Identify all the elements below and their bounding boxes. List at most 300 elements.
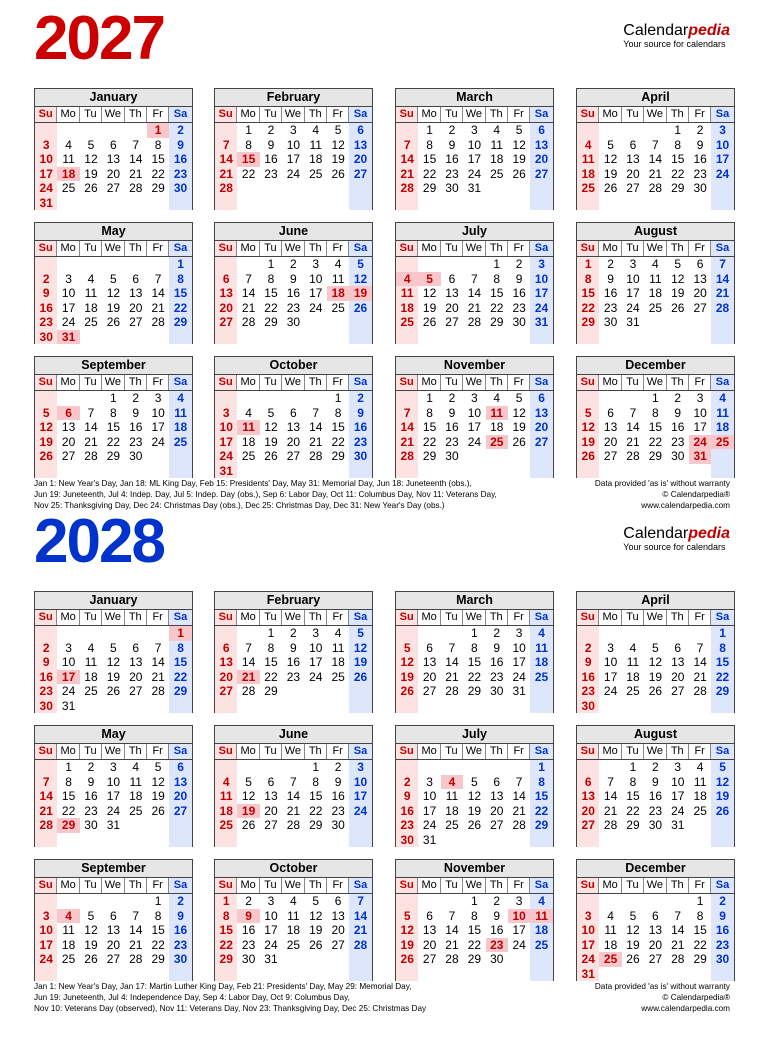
day-cell (102, 464, 124, 479)
week-row (35, 167, 192, 182)
weekday-sa: Sa (169, 878, 191, 893)
day-cell: 26 (648, 684, 663, 698)
day-cell: 19 (396, 938, 418, 953)
day-cell (396, 760, 418, 775)
day-cell: 5 (87, 908, 95, 923)
week-row (396, 123, 553, 138)
week-row (577, 464, 734, 479)
day-cell: 3 (154, 391, 162, 405)
weekday-fr: Fr (508, 744, 530, 759)
day-cell (644, 967, 666, 982)
week-row (35, 123, 192, 138)
day-cell: 24 (530, 301, 552, 316)
week-row (577, 894, 734, 909)
day-cell: 3 (426, 774, 433, 789)
day-cell (508, 330, 530, 345)
day-cell (396, 894, 418, 909)
weekday-sa: Sa (169, 107, 191, 122)
week-row (35, 641, 192, 656)
day-cell: 11 (396, 286, 418, 301)
day-cell (644, 196, 666, 211)
week-row (215, 406, 372, 421)
day-cell (667, 626, 689, 641)
day-cell: 26 (84, 181, 98, 195)
day-cell: 23 (286, 669, 301, 684)
day-cell: 11 (577, 152, 599, 167)
day-cell (282, 952, 304, 967)
day-cell: 14 (603, 789, 618, 803)
day-cell: 26 (577, 449, 599, 464)
day-cell (327, 330, 349, 345)
day-cell: 11 (490, 137, 503, 152)
day-cell: 11 (287, 908, 300, 923)
day-cell: 25 (490, 166, 504, 181)
day-cell (622, 833, 644, 848)
day-cell: 3 (312, 626, 320, 640)
day-cell: 16 (671, 420, 685, 434)
month-january (34, 88, 193, 210)
weekday-su: Su (396, 375, 418, 390)
day-cell: 19 (603, 166, 618, 181)
day-cell: 12 (422, 286, 437, 300)
day-cell (689, 818, 711, 833)
day-cell: 20 (61, 434, 76, 449)
day-cell: 17 (35, 938, 57, 953)
week-row (35, 301, 192, 316)
day-cell (508, 196, 530, 211)
day-cell: 19 (151, 789, 165, 803)
day-cell: 8 (169, 272, 191, 287)
weekday-we: We (102, 107, 124, 122)
website-link[interactable]: www.calendarpedia.com (641, 501, 730, 510)
month-days (577, 123, 734, 210)
day-cell: 5 (515, 123, 523, 137)
month-days (215, 123, 372, 210)
day-cell: 12 (106, 286, 121, 300)
day-cell: 12 (626, 923, 640, 937)
weekday-fr: Fr (327, 744, 349, 759)
day-cell (463, 257, 485, 272)
day-cell: 31 (422, 832, 437, 847)
day-cell: 4 (169, 391, 191, 406)
weekday-fr: Fr (147, 744, 169, 759)
day-cell: 24 (215, 449, 237, 464)
weekday-th: Th (667, 878, 689, 893)
day-cell: 19 (396, 670, 418, 685)
day-cell: 18 (129, 789, 143, 803)
day-cell (644, 699, 666, 714)
month-days (577, 391, 734, 478)
day-cell: 7 (711, 257, 733, 272)
day-cell: 18 (693, 789, 707, 803)
day-cell: 14 (445, 655, 459, 669)
day-cell: 16 (264, 152, 278, 166)
day-cell: 20 (648, 937, 663, 952)
holiday-note-line: Nov 10: Veterans Day (observed), Nov 11: Veterans Day, Nov 23: Thanksgiving Day, Dec 25: Christmas Day (34, 1004, 427, 1013)
day-cell: 20 (603, 434, 618, 449)
day-cell: 19 (577, 435, 599, 450)
day-cell: 1 (267, 257, 275, 271)
weekday-header (396, 107, 553, 123)
day-cell (260, 181, 282, 196)
day-cell: 19 (309, 923, 323, 937)
month-name: March (396, 89, 553, 107)
week-row (577, 391, 734, 406)
day-cell (418, 464, 440, 479)
day-cell: 9 (35, 286, 57, 301)
weekday-tu: Tu (80, 744, 102, 759)
month-days (577, 257, 734, 344)
month-days (396, 760, 553, 847)
week-row (396, 626, 553, 641)
day-cell: 2 (87, 760, 95, 774)
day-cell: 5 (471, 774, 478, 789)
day-cell (327, 833, 349, 848)
weekday-fr: Fr (689, 107, 711, 122)
weekday-we: We (463, 878, 485, 893)
day-cell: 19 (84, 166, 98, 181)
day-cell: 8 (652, 405, 659, 420)
day-cell: 14 (349, 909, 371, 924)
day-cell: 9 (237, 909, 259, 924)
day-cell: 24 (422, 818, 437, 832)
day-cell (463, 464, 485, 479)
day-cell: 22 (530, 804, 552, 819)
day-cell (441, 626, 463, 641)
weekday-su: Su (577, 241, 599, 256)
day-cell: 20 (286, 434, 301, 449)
day-cell: 13 (445, 286, 459, 300)
weekday-fr: Fr (508, 107, 530, 122)
weekday-su: Su (215, 744, 237, 759)
day-cell: 7 (154, 271, 162, 286)
day-cell (463, 760, 485, 775)
day-cell: 17 (530, 286, 552, 301)
weekday-tu: Tu (622, 744, 644, 759)
day-cell: 2 (493, 894, 501, 908)
week-row (396, 833, 553, 848)
day-cell (486, 181, 508, 196)
day-cell: 14 (626, 420, 640, 434)
day-cell: 31 (215, 464, 237, 479)
day-cell: 15 (264, 286, 278, 300)
week-row (396, 330, 553, 345)
weekday-fr: Fr (689, 241, 711, 256)
day-cell (282, 760, 304, 775)
day-cell: 23 (129, 434, 143, 449)
day-cell: 6 (530, 391, 552, 406)
day-cell: 26 (264, 449, 278, 463)
week-row (215, 967, 372, 982)
day-cell: 4 (396, 272, 418, 287)
month-days (35, 894, 192, 981)
day-cell (102, 833, 124, 848)
day-cell (508, 181, 530, 196)
week-row (396, 286, 553, 301)
day-cell: 18 (396, 301, 418, 316)
day-cell: 8 (493, 271, 501, 286)
week-row (215, 804, 372, 819)
day-cell: 10 (215, 420, 237, 435)
month-september (34, 859, 193, 981)
weekday-sa: Sa (530, 878, 552, 893)
day-cell: 11 (309, 137, 322, 152)
month-november (395, 859, 554, 981)
week-row (396, 464, 553, 479)
day-cell (577, 760, 599, 775)
day-cell: 25 (215, 818, 237, 833)
day-cell: 23 (241, 937, 256, 952)
day-cell: 29 (309, 818, 323, 832)
week-row (215, 655, 372, 670)
weekday-tu: Tu (80, 878, 102, 893)
day-cell (508, 760, 530, 775)
day-cell: 16 (445, 420, 459, 434)
disclaimer (595, 981, 730, 1014)
day-cell: 5 (674, 257, 682, 271)
weekday-mo: Mo (599, 241, 621, 256)
day-cell (260, 464, 282, 479)
week-row (577, 655, 734, 670)
week-row (35, 967, 192, 982)
day-cell (349, 181, 371, 196)
day-cell (147, 818, 169, 833)
day-cell: 26 (467, 818, 482, 832)
month-days (35, 760, 192, 847)
brand-logo[interactable] (623, 525, 730, 553)
week-row (577, 833, 734, 848)
day-cell: 27 (169, 804, 191, 819)
day-cell: 15 (422, 420, 437, 434)
day-cell: 21 (129, 166, 143, 181)
day-cell (396, 123, 418, 138)
day-cell (147, 464, 169, 479)
weekday-th: Th (486, 375, 508, 390)
week-row (215, 760, 372, 775)
day-cell: 11 (530, 641, 552, 656)
day-cell: 27 (129, 684, 143, 698)
day-cell: 22 (215, 938, 237, 953)
weekday-header (35, 241, 192, 257)
weekday-su: Su (215, 878, 237, 893)
weekday-fr: Fr (689, 375, 711, 390)
day-cell (644, 894, 666, 909)
day-cell (80, 196, 102, 211)
day-cell: 14 (512, 789, 526, 803)
day-cell: 7 (154, 640, 162, 655)
day-cell: 21 (671, 937, 685, 952)
weekday-fr: Fr (508, 375, 530, 390)
month-days (35, 257, 192, 344)
day-cell: 7 (629, 405, 637, 420)
day-cell: 14 (286, 789, 301, 803)
day-cell: 7 (290, 774, 297, 789)
week-row (35, 938, 192, 953)
day-cell: 2 (35, 272, 57, 287)
day-cell (237, 330, 259, 345)
day-cell: 8 (267, 271, 275, 286)
week-row (577, 406, 734, 421)
weekday-mo: Mo (237, 107, 259, 122)
day-cell: 29 (106, 449, 121, 463)
day-cell: 12 (151, 774, 165, 789)
day-cell: 3 (35, 138, 57, 153)
year-title: 2027 (34, 4, 164, 73)
day-cell: 14 (693, 655, 707, 669)
day-cell: 23 (331, 803, 345, 818)
day-cell (396, 257, 418, 272)
month-name: June (215, 726, 372, 744)
day-cell (260, 330, 282, 345)
day-cell: 27 (693, 300, 707, 315)
day-cell: 8 (471, 640, 478, 655)
weekday-sa: Sa (530, 375, 552, 390)
day-cell (147, 626, 169, 641)
day-cell: 15 (626, 789, 640, 803)
day-cell (215, 760, 237, 775)
weekday-fr: Fr (327, 610, 349, 625)
weekday-sa: Sa (711, 375, 733, 390)
weekday-su: Su (35, 744, 57, 759)
day-cell: 19 (648, 669, 663, 684)
day-cell: 11 (530, 909, 552, 924)
day-cell: 10 (693, 405, 707, 420)
day-cell (125, 464, 147, 479)
day-cell (689, 315, 711, 330)
day-cell: 14 (671, 923, 685, 937)
disclaimer-line: Data provided 'as is' without warranty (594, 479, 730, 488)
day-cell: 13 (422, 655, 437, 669)
day-cell: 4 (577, 138, 599, 153)
day-cell: 26 (309, 937, 323, 952)
day-cell: 25 (599, 952, 621, 967)
day-cell: 29 (422, 449, 437, 463)
day-cell (102, 330, 124, 345)
day-cell: 17 (215, 435, 237, 450)
day-cell (80, 626, 102, 641)
weekday-su: Su (396, 878, 418, 893)
month-name: October (215, 357, 372, 375)
day-cell: 13 (648, 923, 663, 937)
day-cell: 18 (286, 923, 301, 937)
week-row (396, 641, 553, 656)
day-cell (125, 123, 147, 138)
website-link[interactable]: www.calendarpedia.com (641, 1004, 730, 1013)
day-cell (711, 833, 733, 848)
day-cell: 2 (267, 123, 275, 137)
day-cell (530, 196, 552, 211)
day-cell (711, 967, 733, 982)
weekday-tu: Tu (622, 107, 644, 122)
week-row (577, 818, 734, 833)
day-cell: 17 (577, 938, 599, 953)
day-cell: 23 (577, 684, 599, 699)
day-cell: 3 (607, 640, 614, 655)
brand-logo[interactable] (623, 22, 730, 50)
day-cell: 26 (106, 684, 121, 698)
day-cell: 31 (577, 967, 599, 982)
day-cell: 29 (57, 818, 79, 833)
day-cell: 23 (693, 166, 707, 181)
week-row (35, 257, 192, 272)
day-cell: 10 (577, 923, 599, 938)
week-row (35, 406, 192, 421)
week-row (215, 952, 372, 967)
weekday-mo: Mo (599, 375, 621, 390)
day-cell (237, 833, 259, 848)
weekday-su: Su (35, 878, 57, 893)
weekday-header (35, 744, 192, 760)
day-cell: 2 (711, 894, 733, 909)
day-cell: 21 (309, 434, 323, 449)
day-cell (349, 833, 371, 848)
day-cell: 4 (245, 405, 252, 420)
weekday-we: We (644, 241, 666, 256)
day-cell: 3 (711, 123, 733, 138)
day-cell: 10 (286, 137, 301, 152)
weekday-tu: Tu (441, 878, 463, 893)
day-cell: 12 (512, 405, 526, 420)
weekday-header (577, 241, 734, 257)
day-cell (260, 391, 282, 406)
brand-name (623, 22, 730, 39)
weekday-su: Su (215, 241, 237, 256)
weekday-fr: Fr (508, 878, 530, 893)
day-cell (644, 833, 666, 848)
day-cell: 18 (84, 669, 98, 684)
day-cell (147, 699, 169, 714)
month-name: October (215, 860, 372, 878)
weekday-th: Th (125, 107, 147, 122)
day-cell: 30 (35, 330, 57, 345)
week-row (215, 152, 372, 167)
year-block-2028 (0, 503, 768, 1013)
day-cell: 16 (286, 286, 301, 300)
day-cell: 9 (652, 774, 659, 789)
day-cell (102, 123, 124, 138)
day-cell: 14 (151, 655, 165, 669)
week-row (577, 181, 734, 196)
weekday-th: Th (667, 107, 689, 122)
day-cell: 5 (711, 760, 733, 775)
day-cell: 25 (61, 181, 76, 195)
day-cell: 25 (396, 315, 418, 330)
day-cell: 27 (671, 684, 685, 698)
day-cell: 8 (530, 775, 552, 790)
day-cell (57, 464, 79, 479)
weekday-th: Th (667, 610, 689, 625)
week-row (396, 670, 553, 685)
day-cell: 10 (626, 271, 640, 286)
day-cell: 31 (35, 196, 57, 211)
day-cell: 2 (245, 894, 252, 908)
weekday-th: Th (125, 375, 147, 390)
day-cell: 25 (61, 952, 76, 966)
weekday-mo: Mo (57, 744, 79, 759)
month-days (396, 391, 553, 478)
day-cell: 22 (422, 434, 437, 449)
week-row (577, 138, 734, 153)
day-cell (169, 196, 191, 211)
day-cell: 13 (106, 923, 121, 937)
week-row (577, 152, 734, 167)
day-cell (418, 257, 440, 272)
day-cell: 26 (349, 670, 371, 685)
day-cell: 31 (467, 181, 482, 195)
month-april (576, 88, 735, 210)
week-row (35, 952, 192, 967)
day-cell: 21 (237, 670, 259, 685)
